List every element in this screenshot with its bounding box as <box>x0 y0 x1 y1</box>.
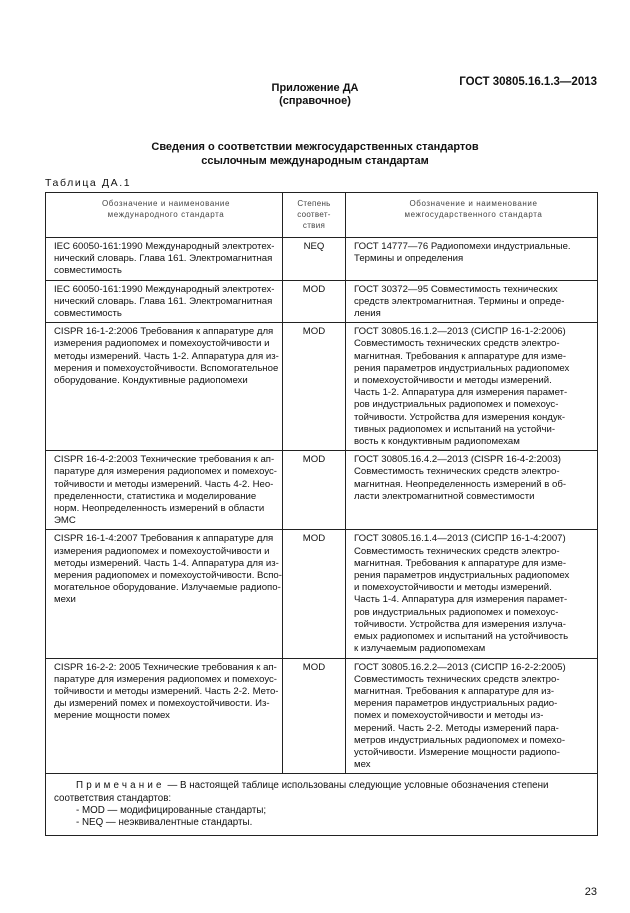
intl-standard: CISPR 16-1-2:2006 Требования к аппаратуре для измерения радиопомех и помехоустойчивости и методы измерений. Часть 1-2. Аппаратура для из- мерения и помехоустойчивости. Вспомогательное оборудование. Кондуктивные радиопомехи <box>46 323 283 451</box>
column-header-degree: Степень соответ- ствия <box>283 193 346 238</box>
gost-standard: ГОСТ 14777—76 Радиопомехи индустриальные. Термины и определения <box>346 238 598 281</box>
degree: MOD <box>283 658 346 774</box>
appendix-title: Приложение ДА <box>271 82 359 94</box>
section-heading-line2: ссылочным международным стандартам <box>201 155 429 167</box>
table-header-row <box>46 193 598 238</box>
degree: MOD <box>283 451 346 530</box>
table-row <box>46 323 598 451</box>
page-number: 23 <box>584 886 597 898</box>
table-row <box>46 658 598 774</box>
gost-standard: ГОСТ 30805.16.4.2—2013 (CISPR 16-4-2:2003) Совместимость технических средств электро- магнитная. Неопределенность измерений в об- ласти электромагнитной совместимости <box>346 451 598 530</box>
note-item-mod: - MOD — модифицированные стандарты; <box>76 804 267 816</box>
table-row <box>46 530 598 658</box>
table-row <box>46 280 598 323</box>
intl-standard: CISPR 16-2-2: 2005 Технические требования к ап- паратуре для измерения радиопомех и помехоус- тойчивости и методы измерений. Часть 2-2. Мето- ды измерений помех и помехоустойчивости. Из- мерение мощности помех <box>46 658 283 774</box>
intl-standard: IEC 60050-161:1990 Международный электротех- нический словарь. Глава 161. Электромагнитная совместимость <box>46 280 283 323</box>
column-header-intl: Обозначение и наименование международного стандарта <box>46 193 283 238</box>
table-row <box>46 451 598 530</box>
appendix-subtitle: (справочное) <box>279 95 351 107</box>
section-heading-line1: Сведения о соответствии межгосударственных стандартов <box>151 141 479 153</box>
intl-standard: CISPR 16-1-4:2007 Требования к аппаратуре для измерения радиопомех и помехоустойчивости и методы измерений. Часть 1-4. Аппаратура для из- мерения радиопомех и помехоустойчивости. Вспо- могательное оборудование. Излучаемые радиопо- мехи <box>46 530 283 658</box>
table-label: Таблица ДА.1 <box>45 177 132 189</box>
gost-standard: ГОСТ 30372—95 Совместимость технических средств электромагнитная. Термины и опреде- ления <box>346 280 598 323</box>
column-header-gost: Обозначение и наименование межгосударственного стандарта <box>346 193 598 238</box>
note-text: — В настоящей таблице использованы следующие условные обозначения степени соответствия стандартов: <box>54 780 549 804</box>
degree: MOD <box>283 280 346 323</box>
degree: NEQ <box>283 238 346 281</box>
intl-standard: IEC 60050-161:1990 Международный электротех- нический словарь. Глава 161. Электромагнитная совместимость <box>46 238 283 281</box>
degree: MOD <box>283 323 346 451</box>
intl-standard: CISPR 16-4-2:2003 Технические требования к ап- паратуре для измерения радиопомех и помехоус- тойчивости и методы измерений. Часть 4-2. Нео- пределенности, статистика и моделирование норм. Неопределенность измерений в области ЭМС <box>46 451 283 530</box>
note-label: Примечание <box>76 780 165 792</box>
table-row <box>46 238 598 281</box>
note-item-neq: - NEQ — неэквивалентные стандарты. <box>76 816 253 828</box>
correspondence-table <box>45 192 598 836</box>
table-note <box>46 774 598 836</box>
document-code: ГОСТ 30805.16.1.3—2013 <box>459 76 597 88</box>
degree: MOD <box>283 530 346 658</box>
gost-standard: ГОСТ 30805.16.1.4—2013 (СИСПР 16-1-4:2007) Совместимость технических средств электро- магнитная. Требования к аппаратуре для изме- рения параметров индустриальных радиопомех и помехоустойчивости и методы измерений. Часть 1-4. Аппаратура для измерения парамет- ров индустриальных радиопомех и помехоус- тойчивости. Устройства для измерения излуча- емых радиопомех и испытаний на устойчивость к излучаемым радиопомехам <box>346 530 598 658</box>
gost-standard: ГОСТ 30805.16.2.2—2013 (СИСПР 16-2-2:2005) Совместимость технических средств электро- магнитная. Требования к аппаратуре для из- мерения параметров индустриальных радио- помех и помехоустойчивости и методы из- мерений. Часть 2-2. Методы измерений пара- метров индустриальных радиопомех и помехо- устойчивости. Измерение мощности радиопо- мех <box>346 658 598 774</box>
gost-standard: ГОСТ 30805.16.1.2—2013 (СИСПР 16-1-2:2006) Совместимость технических средств электро- магнитная. Требования к аппаратуре для изме- рения параметров индустриальных радиопомех и помехоустойчивости и методы измерений. Часть 1-2. Аппаратура для измерения парамет- ров индустриальных радиопомех и помехоус- тойчивости. Устройства для измерения кондук- тивных радиопомех и испытаний на устойчи- вость к кондуктивным радиопомехам <box>346 323 598 451</box>
table-note-row <box>46 774 598 836</box>
